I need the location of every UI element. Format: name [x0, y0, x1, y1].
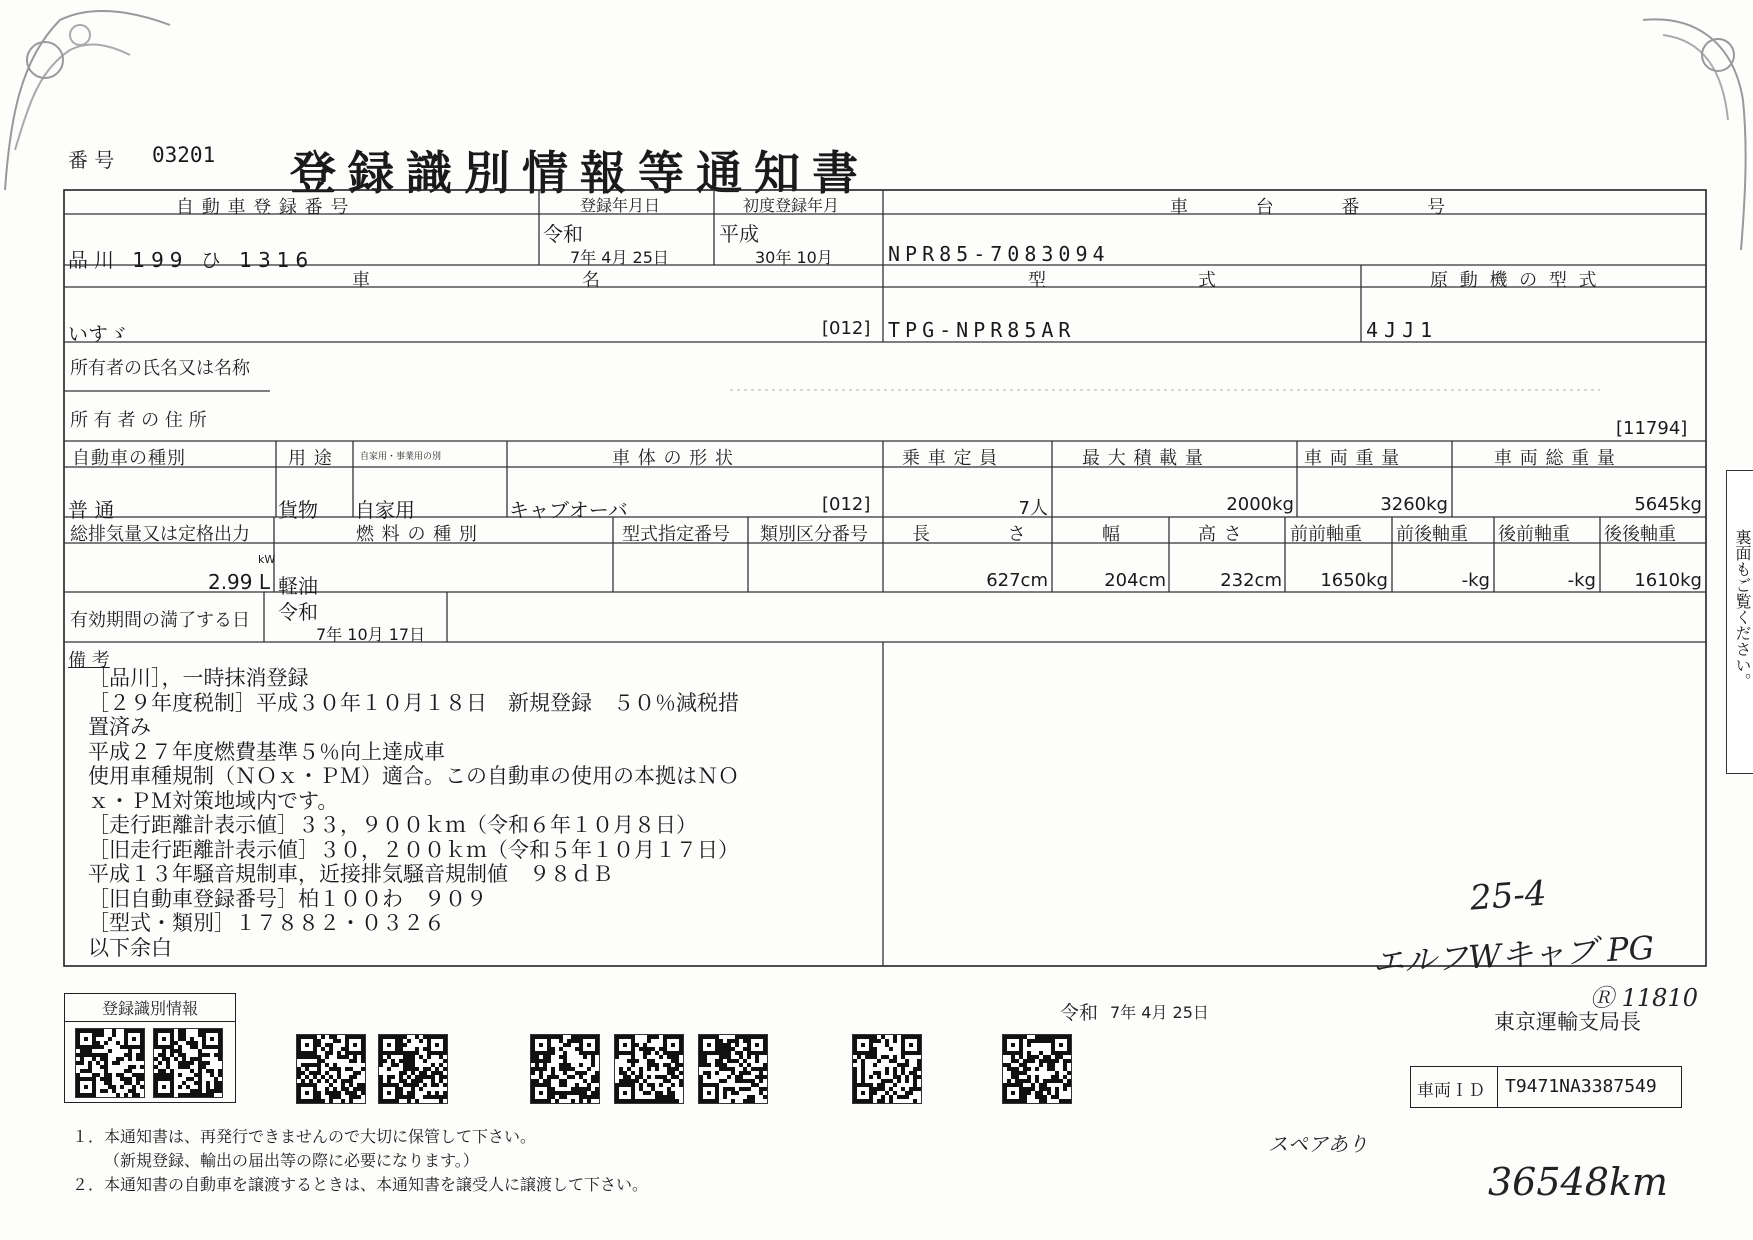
- owner-address-code: [11794]: [1616, 418, 1688, 439]
- chassis-value: NPR85-7083094: [888, 242, 1110, 266]
- rear-front-axle-value: -kg: [1567, 570, 1596, 591]
- validity-date: 7年 10月 17日: [316, 625, 426, 644]
- rear-rear-axle-value: 1610kg: [1634, 570, 1702, 591]
- page-title: 登録識別情報等通知書: [290, 146, 870, 200]
- remark-line: ｘ・ＰＭ対策地域内です。: [88, 788, 339, 813]
- number-value: 03201: [152, 143, 216, 167]
- reg-date-label: 登録年月日: [580, 196, 661, 215]
- category-number-label: 類別区分番号: [760, 524, 868, 545]
- vehicle-kind-value: 普 通: [68, 498, 115, 522]
- vehicle-id-divider: [1497, 1067, 1498, 1107]
- qr-code: [614, 1034, 684, 1104]
- vehicle-weight-label: 車 両 重 量: [1304, 448, 1401, 469]
- chassis-label: 車 台 番 号: [1170, 197, 1447, 218]
- reg-date-value: 7年 4月 25日: [570, 248, 669, 267]
- capacity-value: 7人: [1018, 498, 1048, 519]
- use-label: 用 途: [288, 448, 333, 469]
- footer-note-1b: （新規登録、輸出の届出等の際に必要になります。）: [104, 1151, 479, 1170]
- qr-box: [64, 993, 236, 1103]
- vehicle-kind-label: 自動車の種別: [72, 448, 186, 469]
- engine-value: 4JJ1: [1366, 318, 1439, 342]
- displacement-unit: kW: [258, 553, 276, 566]
- handwritten-code: 25-4: [1468, 873, 1548, 919]
- remark-line: 平成２７年度燃費基準５％向上達成車: [88, 739, 445, 764]
- height-value: 232cm: [1220, 570, 1282, 591]
- gross-weight-label: 車 両 総 重 量: [1494, 448, 1616, 469]
- front-front-axle-label: 前前軸重: [1290, 524, 1362, 545]
- qr-code: [1002, 1034, 1072, 1104]
- qr-code: [153, 1028, 223, 1098]
- front-rear-axle-label: 前後軸重: [1396, 524, 1468, 545]
- remark-line: 使用車種規制（ＮＯｘ・ＰＭ）適合。この自動車の使用の本拠はＮＯ: [88, 764, 739, 788]
- use-value: 貨物: [278, 498, 318, 522]
- side-tab: [1726, 470, 1753, 774]
- validity-label: 有効期間の満了する日: [70, 610, 250, 631]
- width-value: 204cm: [1104, 570, 1166, 591]
- displacement-value: 2.99 L: [207, 570, 270, 594]
- remark-line: 平成１３年騒音規制車，近接排気騒音規制値 ９８ｄＢ: [88, 862, 613, 886]
- car-name-code: [012]: [822, 318, 871, 339]
- body-shape-label: 車 体 の 形 状: [612, 448, 734, 469]
- car-name-label-2: 名: [582, 270, 601, 291]
- car-name-value: いすゞ: [68, 322, 128, 346]
- fuel-label: 燃 料 の 種 別: [356, 524, 478, 545]
- rear-rear-axle-label: 後後軸重: [1604, 524, 1676, 545]
- remark-line: 置済み: [88, 715, 151, 739]
- height-label: 高 さ: [1198, 524, 1243, 545]
- handwritten-spare: スペアあり: [1268, 1132, 1368, 1156]
- remarks-label: 備 考: [68, 650, 110, 671]
- issue-date: 7年 4月 25日: [1110, 1003, 1209, 1022]
- type-designation-label: 型式指定番号: [622, 524, 730, 545]
- number-label: 番 号: [68, 148, 115, 172]
- remark-line: ［旧自動車登録番号］柏１００わ ９０９: [88, 886, 487, 911]
- remark-line: ［品川］，一時抹消登録: [88, 666, 309, 690]
- qr-code: [296, 1034, 366, 1104]
- front-front-axle-value: 1650kg: [1320, 570, 1388, 591]
- vehicle-id-box: [1410, 1066, 1682, 1108]
- remark-line: ［旧走行距離計表示値］３０，２００ｋｍ（令和５年１０月１７日）: [88, 837, 739, 862]
- capacity-label: 乗 車 定 員: [902, 448, 999, 469]
- qr-code: [75, 1028, 145, 1098]
- engine-label: 原 動 機 の 型 式: [1430, 270, 1598, 291]
- qr-code: [530, 1034, 600, 1104]
- model-value: TPG-NPR85AR: [888, 318, 1076, 342]
- qr-code: [698, 1034, 768, 1104]
- qr-box-label: 登録識別情報: [65, 994, 235, 1022]
- handwritten-mileage: 36548km: [1488, 1160, 1668, 1204]
- remarks-list: [88, 666, 739, 960]
- length-label: 長 さ: [912, 524, 1027, 545]
- reg-date-era: 令和: [543, 222, 583, 246]
- issuer: 東京運輸支局長: [1494, 1010, 1641, 1034]
- handwritten-mark: Ⓡ 11810: [1590, 984, 1698, 1012]
- first-reg-era: 平成: [719, 222, 759, 246]
- vehicle-weight-value: 3260kg: [1380, 494, 1448, 515]
- width-label: 幅: [1102, 524, 1121, 545]
- body-shape-code: [012]: [822, 494, 871, 515]
- validity-era: 令和: [278, 600, 318, 624]
- displacement-label: 総排気量又は定格出力: [70, 524, 250, 545]
- issue-era: 令和: [1060, 1002, 1099, 1024]
- remark-line: 以下余白: [88, 935, 172, 960]
- max-load-label: 最 大 積 載 量: [1082, 448, 1204, 469]
- qr-code: [378, 1034, 448, 1104]
- model-label-1: 型: [1028, 270, 1047, 291]
- footer-note-2: ２．本通知書の自動車を譲渡するときは、本通知書を譲受人に譲渡して下さい。: [72, 1175, 649, 1194]
- handwritten-model-note: エルフWキャブ PG: [1371, 928, 1656, 982]
- private-business-value: 自家用: [355, 498, 415, 522]
- body-shape-value: キャブオーバ: [509, 498, 628, 522]
- first-reg-value: 30年 10月: [755, 248, 833, 267]
- reg-number-label: 自 動 車 登 録 番 号: [176, 197, 350, 218]
- max-load-value: 2000kg: [1226, 494, 1294, 515]
- owner-address-label: 所 有 者 の 住 所: [70, 410, 207, 431]
- reg-number-value: 品川 199 ひ 1316: [68, 248, 315, 272]
- rear-front-axle-label: 後前軸重: [1498, 524, 1570, 545]
- private-business-label: 自家用・事業用の別: [360, 452, 442, 462]
- side-tab-text: 裏面もご覧ください。: [1733, 529, 1752, 689]
- gross-weight-value: 5645kg: [1634, 494, 1702, 515]
- fuel-value: 軽油: [278, 574, 318, 598]
- vehicle-id-value: T9471NA3387549: [1505, 1076, 1657, 1097]
- remark-line: ［２９年度税制］平成３０年１０月１８日 新規登録 ５０％減税措: [88, 690, 739, 715]
- first-reg-label: 初度登録年月: [743, 196, 840, 215]
- qr-code: [852, 1034, 922, 1104]
- owner-name-label: 所有者の氏名又は名称: [70, 358, 250, 379]
- front-rear-axle-value: -kg: [1461, 570, 1490, 591]
- remark-line: ［型式・類別］１７８８２・０３２６: [88, 911, 445, 935]
- length-value: 627cm: [986, 570, 1048, 591]
- car-name-label-1: 車: [352, 270, 371, 291]
- model-label-2: 式: [1198, 270, 1217, 291]
- vehicle-id-label: 車両ＩＤ: [1417, 1081, 1485, 1101]
- remark-line: ［走行距離計表示値］３３，９００ｋｍ（令和６年１０月８日）: [88, 813, 697, 837]
- footer-note-1: １．本通知書は、再発行できませんので大切に保管して下さい。: [72, 1127, 537, 1146]
